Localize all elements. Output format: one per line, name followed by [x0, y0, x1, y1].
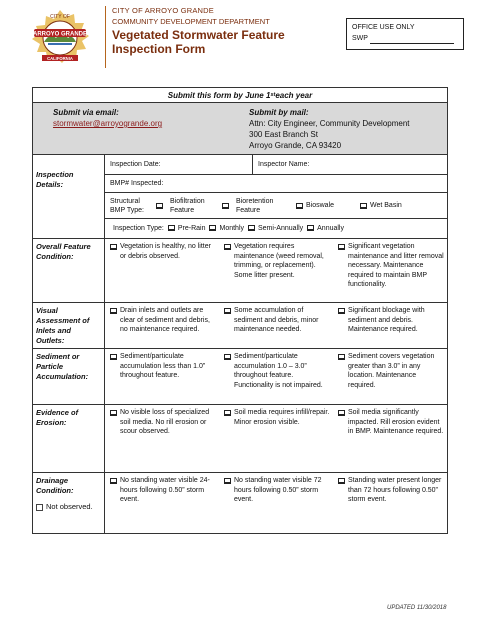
inspection-type-label-text: Inspection Type: [113, 224, 164, 232]
form-title-line2: Inspection Form [112, 42, 206, 56]
header-divider [105, 6, 106, 68]
mail-address-line: Attn: City Engineer, Community Development [249, 119, 410, 128]
condition-option: Drain inlets and outlets are clear of sediment and debris, no maintenance required. [105, 303, 219, 348]
inspection-type-option: Monthly [219, 224, 244, 232]
inspection-type-option: Annually [317, 224, 344, 232]
condition-checkbox[interactable] [338, 478, 345, 484]
svg-text:CITY OF: CITY OF [50, 14, 70, 20]
bmp-inspected-field[interactable]: BMP# Inspected: [105, 175, 447, 193]
monthly-checkbox[interactable] [209, 225, 216, 231]
condition-checkbox[interactable] [224, 308, 231, 314]
city-seal-logo [28, 8, 92, 72]
mail-address-line: Arroyo Grande, CA 93420 [249, 141, 342, 150]
svg-text:CALIFORNIA: CALIFORNIA [47, 55, 73, 61]
condition-label: Overall Feature Condition: [33, 239, 105, 302]
bmp-type-label: Structural BMP Type: [110, 197, 144, 214]
not-observed-checkbox[interactable] [36, 504, 43, 511]
mail-address-line: 300 East Branch St [249, 130, 318, 139]
inspection-type-option: Semi-Annually [258, 224, 304, 232]
bmp-type-option: Bioswale [306, 202, 335, 209]
svg-text:ARROYO GRANDE: ARROYO GRANDE [32, 31, 88, 38]
drainage-row [33, 473, 447, 533]
condition-option: No standing water visible 24-hours following 0.50” storm event. [105, 473, 219, 533]
inspection-details-section [33, 155, 447, 239]
condition-option: Significant blockage with sediment and debris. Maintenance required. [333, 303, 447, 348]
condition-option: Standing water present longer than 72 hours following 0.50” storm event. [333, 473, 447, 533]
swp-field[interactable] [370, 37, 454, 44]
inlets-outlets-row [33, 303, 447, 349]
bmp-type-bioretention-checkbox[interactable] [222, 203, 229, 209]
not-observed-label: Not observed. [46, 502, 93, 511]
department-name: COMMUNITY DEVELOPMENT DEPARTMENT [112, 17, 270, 26]
condition-checkbox[interactable] [224, 244, 231, 250]
bmp-type-option: Wet Basin [370, 202, 402, 209]
condition-option: Some accumulation of sediment and debris, minor maintenance needed. [219, 303, 333, 348]
office-use-box [346, 18, 464, 50]
condition-label: Sediment or Particle Accumulation: [33, 349, 105, 404]
form-title-line1: Vegetated Stormwater Feature [112, 28, 285, 42]
city-name: CITY OF ARROYO GRANDE [112, 6, 214, 15]
pre-rain-checkbox[interactable] [168, 225, 175, 231]
header-text [112, 6, 285, 56]
condition-checkbox[interactable] [110, 478, 117, 484]
sediment-row [33, 349, 447, 405]
condition-option: Sediment/particulate accumulation 1.0 – 3.0” throughout feature. Functionality is not impaired. [219, 349, 333, 404]
inspector-name-field[interactable]: Inspector Name: [258, 161, 310, 168]
annually-checkbox[interactable] [307, 225, 314, 231]
condition-checkbox[interactable] [338, 244, 345, 250]
inspection-meta-row [105, 155, 447, 175]
bmp-type-row [105, 193, 447, 219]
condition-checkbox[interactable] [224, 478, 231, 484]
condition-option: Sediment covers vegetation greater than 3.0” in any location. Maintenance required. [333, 349, 447, 404]
inspection-date-field[interactable]: Inspection Date: [105, 155, 253, 174]
email-submit-label: Submit via email: [53, 108, 119, 117]
condition-checkbox[interactable] [338, 410, 345, 416]
bmp-type-biofiltration-checkbox[interactable] [156, 203, 163, 209]
condition-checkbox[interactable] [224, 410, 231, 416]
erosion-row [33, 405, 447, 473]
condition-checkbox[interactable] [110, 410, 117, 416]
condition-checkbox[interactable] [338, 354, 345, 360]
bmp-type-option: Biofiltration Feature [170, 197, 205, 214]
condition-label: Drainage Condition: [36, 476, 74, 495]
condition-checkbox[interactable] [338, 308, 345, 314]
inspection-form [32, 87, 448, 534]
condition-label: Evidence of Erosion: [33, 405, 105, 472]
condition-checkbox[interactable] [110, 244, 117, 250]
condition-checkbox[interactable] [110, 308, 117, 314]
inspection-type-row [105, 219, 447, 237]
semi-annually-checkbox[interactable] [248, 225, 255, 231]
condition-option: Significant vegetation maintenance and litter removal necessary. Maintenance required to maintain BMP functionality. [333, 239, 447, 302]
mail-submit-label: Submit by mail: [249, 108, 309, 117]
condition-checkbox[interactable] [224, 354, 231, 360]
condition-option: Soil media significantly impacted. Rill erosion evident in BMP. Maintenance required. [333, 405, 447, 472]
condition-option: No visible loss of specialized soil media. No rill erosion or scour observed. [105, 405, 219, 472]
bmp-type-option: Bioretention Feature [236, 197, 274, 214]
office-use-title: OFFICE USE ONLY [352, 24, 415, 31]
submission-deadline-banner: Submit this form by June 1 st each year [33, 88, 447, 103]
drainage-label-cell [33, 473, 105, 533]
condition-option: Vegetation is healthy, no litter or debris observed. [105, 239, 219, 302]
submission-info [33, 103, 447, 155]
condition-option: Soil media requires infill/repair. Minor erosion visible. [219, 405, 333, 472]
condition-option: No standing water visible 72 hours following 0.50” storm event. [219, 473, 333, 533]
condition-option: Sediment/particulate accumulation less than 1.0” throughout feature. [105, 349, 219, 404]
condition-label: Visual Assessment of Inlets and Outlets: [33, 303, 105, 348]
condition-option: Vegetation requires maintenance (weed removal, trimming, or replacement). Some litter present. [219, 239, 333, 302]
overall-condition-row [33, 239, 447, 303]
bmp-type-bioswale-checkbox[interactable] [296, 203, 303, 209]
condition-checkbox[interactable] [110, 354, 117, 360]
updated-date: UPDATED 11/30/2018 [387, 605, 447, 611]
bmp-type-wet-basin-checkbox[interactable] [360, 203, 367, 209]
stormwater-email-link[interactable]: stormwater@arroyogrande.org [53, 119, 163, 128]
inspection-type-option: Pre-Rain [177, 224, 206, 232]
inspection-details-label: Inspection Details: [33, 155, 105, 238]
swp-label: SWP [352, 35, 368, 42]
